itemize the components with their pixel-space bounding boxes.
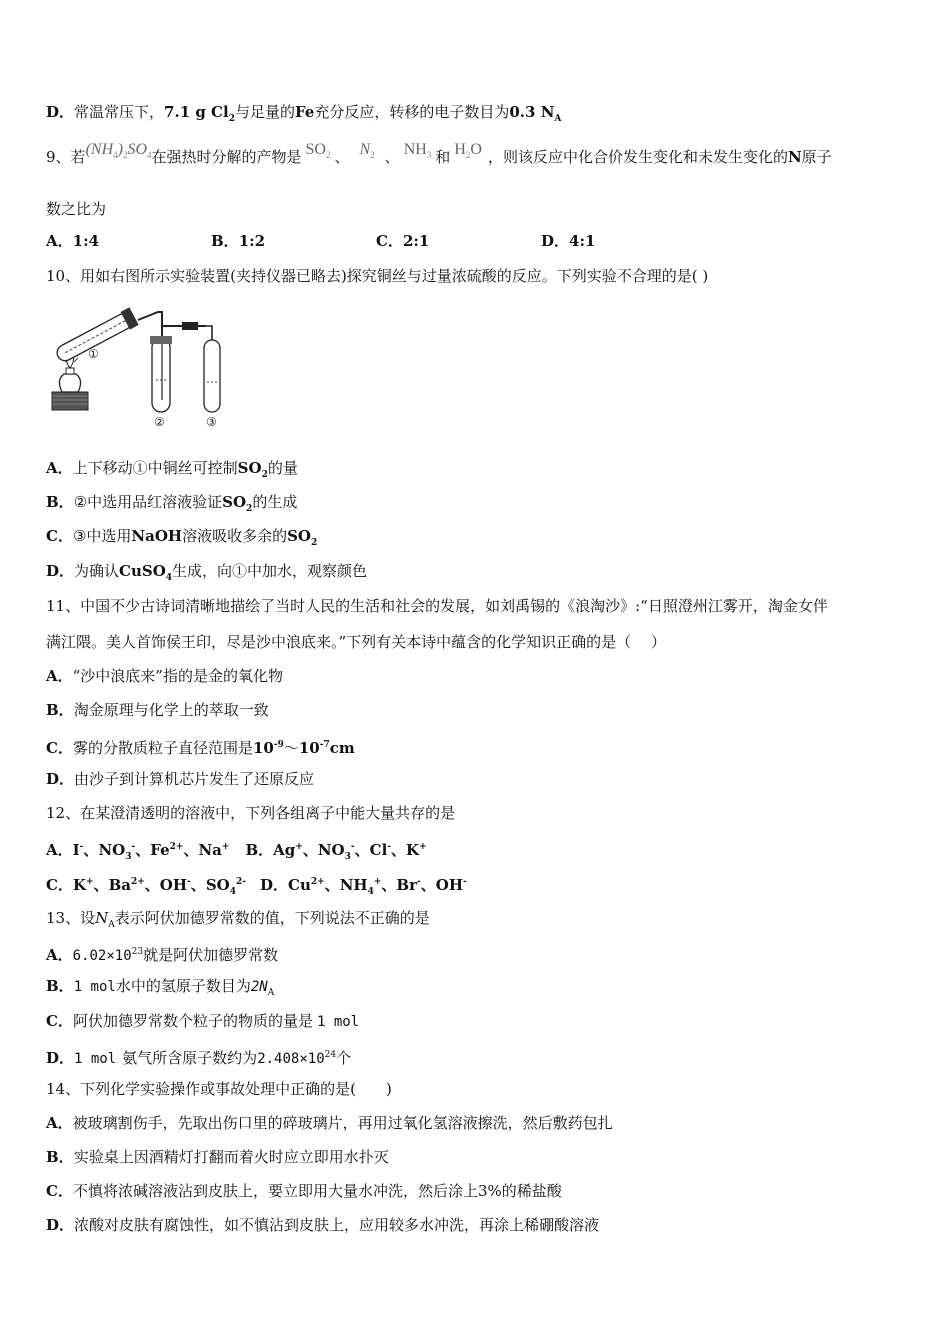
q11-option-a: A．“沙中浪底来”指的是金的氧化物 [46, 667, 283, 685]
alcohol-lamp [59, 374, 80, 392]
q9-stem-line2: 数之比为 [46, 200, 107, 218]
q14-option-b: B．实验桌上因酒精灯打翻而着火时应立即用水扑灭 [46, 1148, 389, 1166]
q11-stem-line2: 满江隈。美人首饰侯王印，尽是沙中浪底来。”下列有关本诗中蕴含的化学知识正确的是（ ） [46, 633, 666, 651]
q9-formula-nh4so4: $(NH_4)_2SO_4$ [85, 141, 152, 161]
fig-label-1: ① [88, 347, 99, 361]
q9-stem: 9、若$(NH_4)_2SO_4$在强热时分解的产物是 $SO_2$ 、 $N_2$ 、 $NH_3$ 和 $H_2O$ ，则该反应中化合价发生变化和未发生变化的N原子 [46, 141, 832, 166]
q12-option-d: D．$Cu^{2+}$、$NH_4^+$、Br-、OH- [259, 876, 467, 897]
q9-options [46, 230, 595, 252]
q9-formula-n2: $N_2$ [359, 141, 375, 161]
q9-option-b: B．1:2 [211, 232, 266, 250]
q12-options-ab [46, 836, 427, 868]
q11-option-d: D．由沙子到计算机芯片发生了还原反应 [46, 770, 315, 788]
q12-stem: 12、在某澄清透明的溶液中，下列各组离子中能大量共存的是 [46, 804, 456, 822]
q14-stem: 14、下列化学实验操作或事故处理中正确的是( ) [46, 1080, 392, 1098]
q9-formula-h2o: $H_2O$ [454, 141, 482, 161]
q10-option-c: C．③中选用NaOH溶液吸收多余的$SO_2$ [46, 527, 318, 548]
q12-options-cd [46, 871, 467, 903]
burner-base [52, 392, 88, 410]
q9-formula-nh3: $NH_3$ [403, 141, 432, 161]
fig-label-2: ② [154, 415, 165, 429]
q14-option-c: C．不慎将浓碱溶液沾到皮肤上，要立即用大量水冲洗，然后涂上3%的稀盐酸 [46, 1182, 562, 1200]
q10-option-b: B．②中选用品红溶液验证$SO_2$的生成 [46, 493, 298, 514]
tube-2 [152, 338, 170, 412]
q11-option-b: B．淘金原理与化学上的萃取一致 [46, 701, 269, 719]
q11-stem: 11、中国不少古诗词清晰地描绘了当时人民的生活和社会的发展，如刘禹锡的《浪淘沙》:“日照澄州江雾开，淘金女伴 [46, 597, 828, 615]
q10-option-a: A．上下移动①中铜丝可控制$SO_2$的量 [46, 459, 298, 480]
q8-d-label: D． [46, 103, 75, 121]
q12-option-b: B．Ag+、$NO_3^-$、Cl-、K+ [245, 841, 427, 862]
q14-option-a: A．被玻璃割伤手，先取出伤口里的碎玻璃片，再用过氧化氢溶液擦洗，然后敷药包扎 [46, 1114, 613, 1132]
q13-option-c: C．阿伏加德罗常数个粒子的物质的量是 1 mol [46, 1012, 360, 1030]
q8-option-d: D．常温常压下，7.1 g $Cl_2$与足量的Fe充分反应，转移的电子数目为0.3 $N_A$ [46, 103, 562, 124]
fig-label-3: ③ [206, 415, 217, 429]
q9-formula-so2: $SO_2$ [305, 141, 331, 161]
q14-option-d: D．浓酸对皮肤有腐蚀性，如不慎沾到皮肤上，应用较多水冲洗，再涂上稀硼酸溶液 [46, 1216, 600, 1234]
q13-stem: 13、设$N_A$表示阿伏加德罗常数的值，下列说法不正确的是 [46, 909, 430, 930]
q13-option-a: A．$6.02\times 10^{23}$就是阿伏加德罗常数 [46, 946, 279, 964]
q10-apparatus-figure [46, 300, 236, 430]
q10-option-d: D．为确认CuSO$_4$生成，向①中加水，观察颜色 [46, 562, 368, 583]
q9-option-a: A．1:4 [46, 232, 100, 250]
delivery-tube [138, 312, 162, 340]
q9-option-c: C．2:1 [376, 232, 430, 250]
q12-option-c: C．K+、$Ba^{2+}$、OH-、$SO_4^{2-}$ [46, 876, 246, 897]
q11-option-c: C．雾的分散质粒子直径范围是$10^{-9}\sim 10^{-7}cm$ [46, 739, 355, 757]
q9-option-d: D．4:1 [541, 232, 596, 250]
q12-option-a: A．I-、$NO_3^-$、$Fe^{2+}$、Na+ [46, 841, 230, 862]
q10-stem: 10、用如右图所示实验装置(夹持仪器已略去)探究铜丝与过量浓硫酸的反应。下列实验不合理的是( ) [46, 267, 709, 285]
q13-option-d: D．1 mol 氨气所含原子数约为$2.408\times 10^{24}$个 [46, 1049, 352, 1067]
tube-3 [204, 340, 220, 412]
q13-option-b: B．1 mol水中的氢原子数目为$2N_A$ [46, 977, 275, 998]
